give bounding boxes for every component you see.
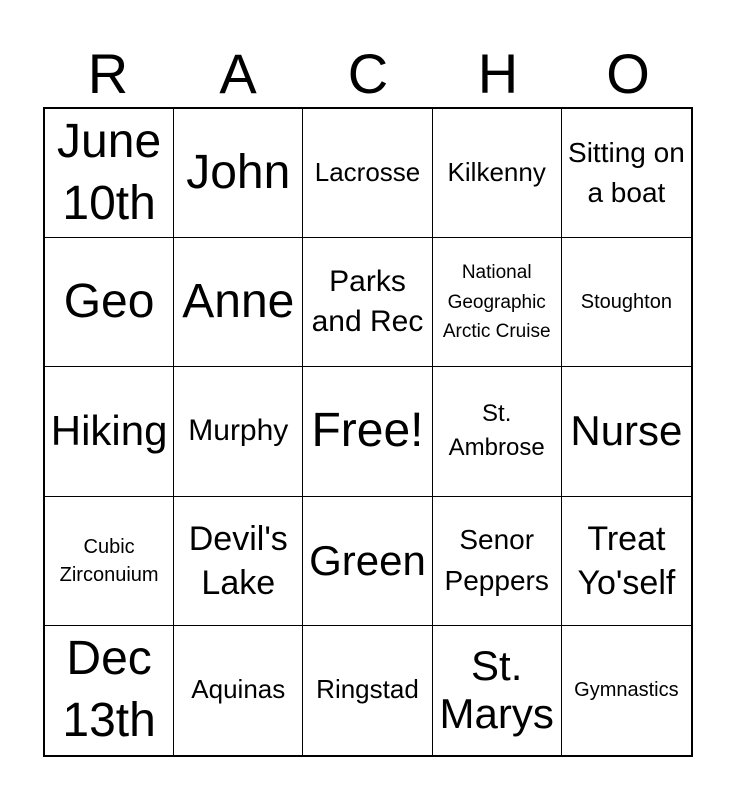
header-letter-c: C	[347, 42, 389, 105]
bingo-cell[interactable]: National Geographic Arctic Cruise	[433, 238, 562, 367]
bingo-cell[interactable]: Murphy	[174, 367, 303, 496]
bingo-header	[43, 40, 693, 108]
bingo-cell[interactable]: Parks and Rec	[303, 238, 432, 367]
header-letter-h: H	[477, 42, 519, 105]
bingo-cell[interactable]: Sitting on a boat	[562, 109, 691, 238]
bingo-cell[interactable]: Devil's Lake	[174, 497, 303, 626]
bingo-cell[interactable]: St. Marys	[433, 626, 562, 755]
bingo-cell[interactable]: Dec 13th	[45, 626, 174, 755]
bingo-cell[interactable]: Free!	[303, 367, 432, 496]
bingo-cell[interactable]: St. Ambrose	[433, 367, 562, 496]
bingo-cell[interactable]: Gymnastics	[574, 678, 679, 701]
bingo-cell[interactable]: Geo	[45, 238, 174, 367]
bingo-cell[interactable]: Lacrosse	[303, 109, 432, 238]
bingo-card-grid	[43, 107, 693, 757]
bingo-cell[interactable]: Hiking	[45, 367, 174, 496]
bingo-cell[interactable]: Aquinas	[174, 626, 303, 755]
bingo-cell[interactable]: Treat Yo'self	[562, 497, 691, 626]
bingo-cell[interactable]: Stoughton	[562, 238, 691, 367]
bingo-cell[interactable]: John	[174, 109, 303, 238]
bingo-cell[interactable]: Cubic Zirconuium	[45, 497, 174, 626]
bingo-cell[interactable]: Kilkenny	[433, 109, 562, 238]
bingo-cell[interactable]: Green	[303, 497, 432, 626]
bingo-cell[interactable]: Ringstad	[303, 626, 432, 755]
header-letter-a: A	[219, 42, 257, 105]
header-letter-o: O	[606, 42, 650, 105]
bingo-cell[interactable]: Senor Peppers	[433, 497, 562, 626]
bingo-cell[interactable]: June 10th	[45, 109, 174, 238]
bingo-cell[interactable]: Anne	[174, 238, 303, 367]
bingo-cell[interactable]: Nurse	[562, 367, 691, 496]
header-letter-r: R	[87, 42, 129, 105]
